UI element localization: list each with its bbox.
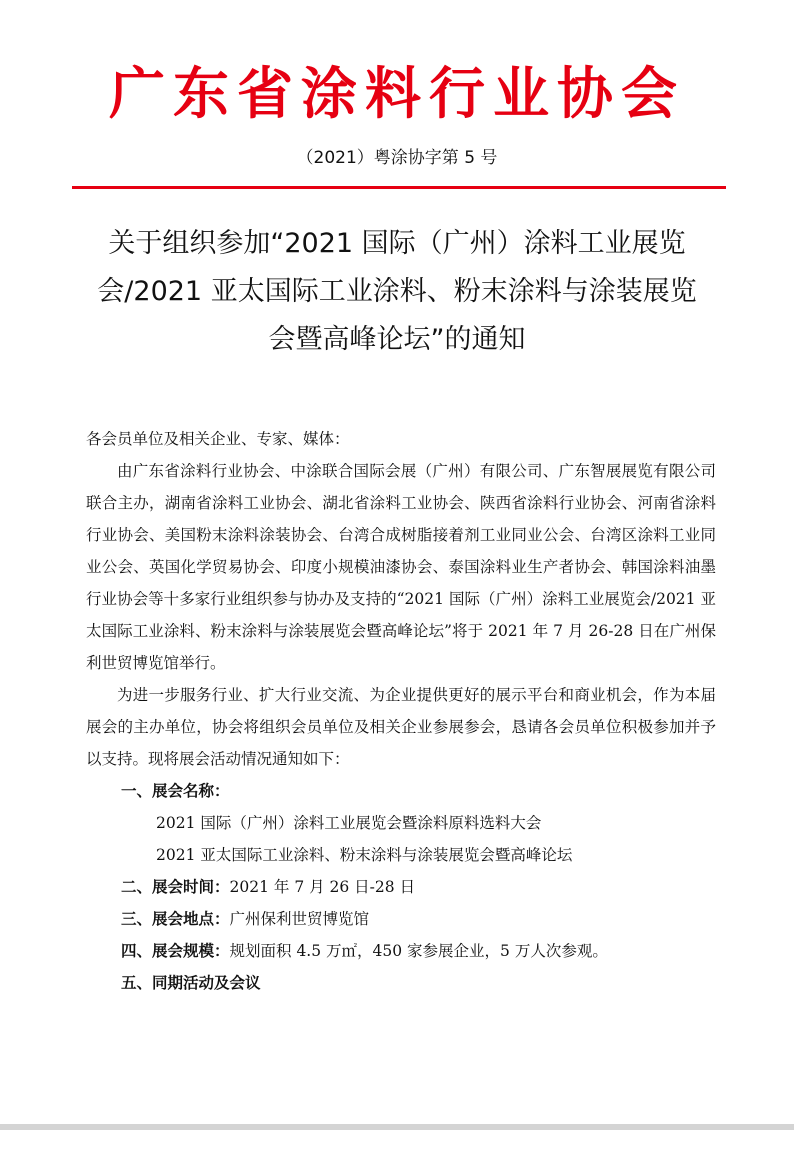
section-value: 2021 年 7 月 26 日-28 日 <box>229 878 416 896</box>
section-exhibition-name <box>86 775 716 807</box>
paragraph-purpose: 为进一步服务行业、扩大行业交流、为企业提供更好的展示平台和商业机会，作为本届展会的主办单位，协会将组织会员单位及相关企业参展参会，恳请各会员单位积极参加并予以支持。现将展会活动情况通知如下： <box>86 686 716 768</box>
section-exhibition-time <box>86 871 716 903</box>
notice-body <box>86 423 716 999</box>
section-heading: 三、展会地点： <box>121 910 230 928</box>
exhibition-name-item: 2021 国际（广州）涂料工业展览会暨涂料原料选料大会 <box>156 814 542 832</box>
section-concurrent-events <box>86 967 716 999</box>
red-divider <box>72 186 726 189</box>
section-heading: 一、展会名称： <box>121 782 230 800</box>
organization-title: 广东省涂料行业协会 <box>109 62 685 127</box>
page-bottom-bar <box>0 1124 794 1130</box>
notice-title-line: 会暨高峰论坛”的通知 <box>268 324 526 355</box>
paragraph-intro: 由广东省涂料行业协会、中涂联合国际会展（广州）有限公司、广东智展展览有限公司联合主办，湖南省涂料工业协会、湖北省涂料工业协会、陕西省涂料行业协会、河南省涂料行业协会、美国粉末涂料涂装协会、台湾合成树脂接着剂工业同业公会、台湾区涂料工业同业公会、英国化学贸易协会、印度小规模油漆协会、泰国涂料业生产者协会、韩国涂料油墨行业协会等十多家行业组织参与协办及支持的“2021 国际（广州）涂料工业展览会/2021 亚太国际工业涂料、粉末涂料与涂装展览会暨高峰论坛”将于 2021 年 7 月 26-28 日在广州保利世贸博览馆举行。 <box>86 462 716 672</box>
notice-title-line: 关于组织参加“2021 国际（广州）涂料工业展览 <box>108 228 686 259</box>
section-exhibition-scale <box>86 935 716 967</box>
section-exhibition-venue <box>86 903 716 935</box>
section-value: 规划面积 4.5 万㎡，450 家参展企业，5 万人次参观。 <box>229 942 608 960</box>
notice-title <box>70 220 724 364</box>
section-heading: 四、展会规模： <box>121 942 230 960</box>
notice-title-line: 会/2021 亚太国际工业涂料、粉末涂料与涂装展览 <box>97 276 697 307</box>
section-value: 广州保利世贸博览馆 <box>229 910 370 928</box>
document-number: （2021）粤涂协字第 5 号 <box>296 148 498 168</box>
salutation: 各会员单位及相关企业、专家、媒体： <box>86 430 350 448</box>
section-heading: 二、展会时间： <box>121 878 230 896</box>
exhibition-name-item: 2021 亚太国际工业涂料、粉末涂料与涂装展览会暨高峰论坛 <box>156 846 573 864</box>
section-heading: 五、同期活动及会议 <box>121 974 261 992</box>
